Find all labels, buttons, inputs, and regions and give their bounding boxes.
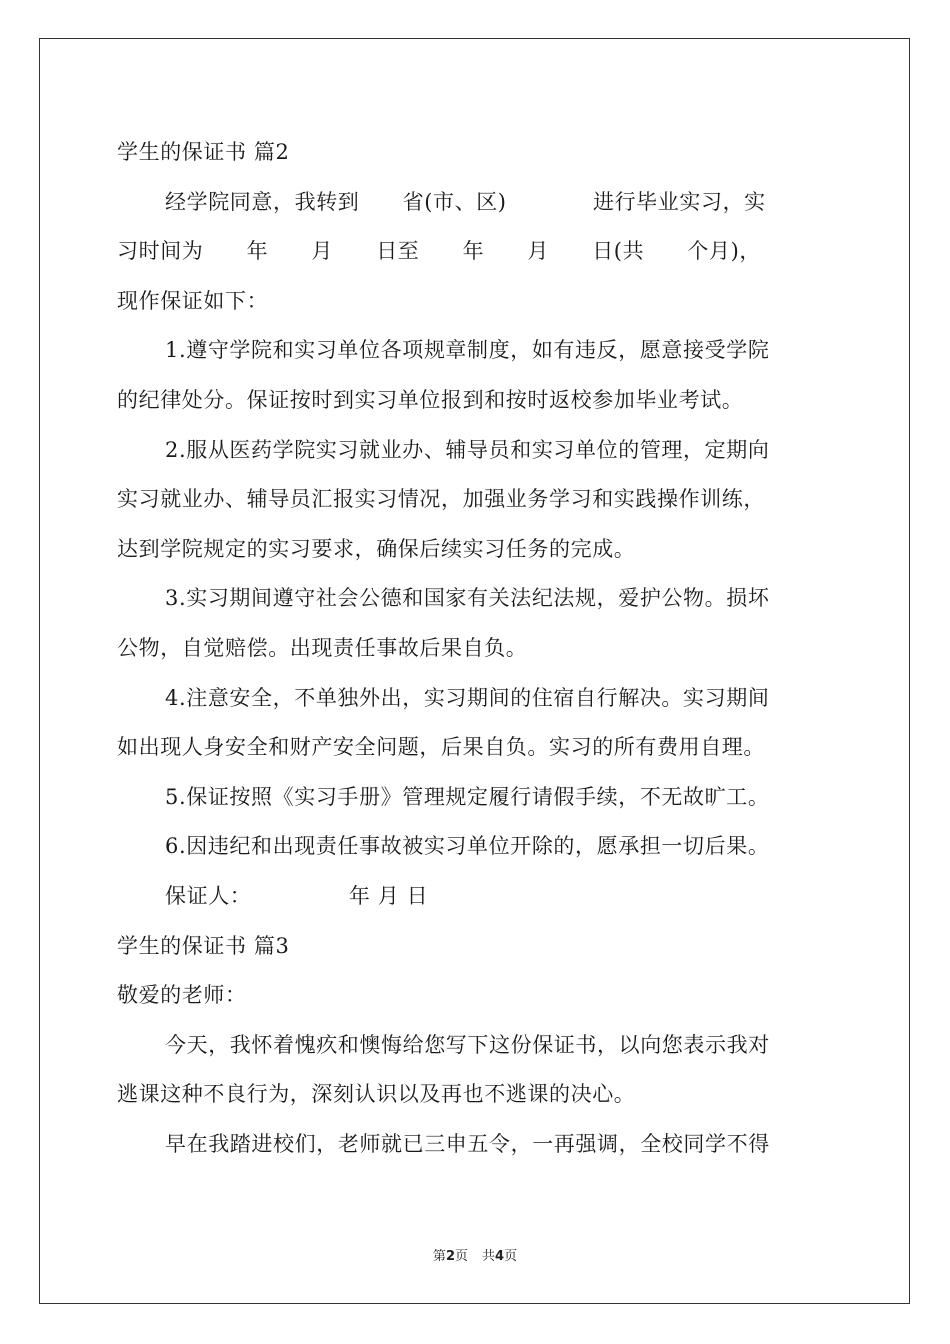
page-prefix: 第 bbox=[432, 1249, 446, 1264]
list-item-4: 4.注意安全，不单独外出，实习期间的住宿自行解决。实习期间 bbox=[165, 685, 770, 710]
document-body bbox=[117, 128, 835, 1169]
paragraph-line: 如出现人身安全和财产安全问题，后果自负。实习的所有费用自理。 bbox=[117, 735, 765, 760]
list-item-1: 1.遵守学院和实习单位各项规章制度，如有违反，愿意接受学院 bbox=[165, 338, 770, 363]
total-suffix: 页 bbox=[504, 1249, 518, 1264]
paragraph-line: 逃课这种不良行为，深刻认识以及再也不逃课的决心。 bbox=[117, 1082, 636, 1107]
total-prefix: 共 bbox=[482, 1249, 496, 1264]
paragraph-line: 的纪律处分。保证按时到实习单位报到和按时返校参加毕业考试。 bbox=[117, 387, 744, 412]
paragraph-line: 达到学院规定的实习要求，确保后续实习任务的完成。 bbox=[117, 536, 636, 561]
list-item-6: 6.因违纪和出现责任事故被实习单位开除的，愿承担一切后果。 bbox=[165, 834, 770, 859]
paragraph-line: 习时间为 年 月 日至 年 月 日(共 个月)， bbox=[117, 239, 761, 264]
list-item-5: 5.保证按照《实习手册》管理规定履行请假手续，不无故旷工。 bbox=[165, 784, 770, 809]
paragraph-line: 经学院同意，我转到 省(市、区) 进行毕业实习，实 bbox=[165, 189, 766, 214]
paragraph-line: 实习就业办、辅导员汇报实习情况，加强业务学习和实践操作训练， bbox=[117, 487, 765, 512]
section-heading-2: 学生的保证书 篇2 bbox=[117, 140, 290, 164]
page-suffix: 页 bbox=[454, 1249, 468, 1264]
paragraph-line: 现作保证如下： bbox=[117, 288, 269, 313]
list-item-2: 2.服从医药学院实习就业办、辅导员和实习单位的管理，定期向 bbox=[165, 437, 770, 462]
paragraph-line: 今天，我怀着愧疚和懊悔给您写下这份保证书，以向您表示我对 bbox=[165, 1032, 770, 1057]
signature-line: 保证人： 年 月 日 bbox=[165, 883, 429, 908]
page-footer bbox=[0, 1245, 950, 1264]
salutation: 敬爱的老师： bbox=[117, 983, 247, 1008]
section-heading-3: 学生的保证书 篇3 bbox=[117, 933, 290, 958]
page-current: 2 bbox=[445, 1249, 455, 1264]
list-item-3: 3.实习期间遵守社会公德和国家有关法纪法规，爱护公物。损坏 bbox=[165, 586, 770, 611]
paragraph-line: 公物，自觉赔偿。出现责任事故后果自负。 bbox=[117, 635, 528, 660]
paragraph-line: 早在我踏进校们，老师就已三申五令，一再强调，全校同学不得 bbox=[165, 1131, 770, 1156]
page-total: 4 bbox=[495, 1249, 505, 1264]
